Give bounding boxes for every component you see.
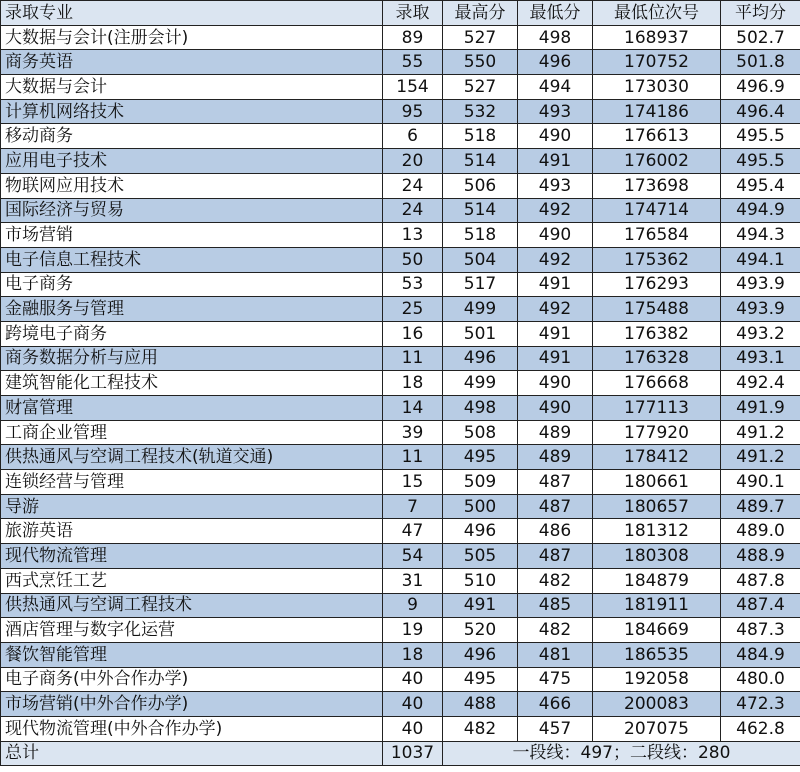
avg-score-cell: 472.3 [721,692,800,717]
table-row [1,99,800,124]
major-cell: 供热通风与空调工程技术 [1,593,383,618]
major-cell: 导游 [1,494,383,519]
major-cell: 市场营销(中外合作办学) [1,692,383,717]
avg-score-cell: 495.5 [721,149,800,174]
major-cell: 国际经济与贸易 [1,198,383,223]
count-cell: 9 [383,593,443,618]
table-row [1,297,800,322]
min-score-cell: 498 [518,25,593,50]
min-rank-cell: 170752 [593,50,721,75]
max-score-cell: 504 [443,247,518,272]
header-major: 录取专业 [1,1,383,26]
min-rank-cell: 181911 [593,593,721,618]
table-row [1,642,800,667]
count-cell: 18 [383,371,443,396]
table-row [1,371,800,396]
table-row [1,75,800,100]
min-score-cell: 490 [518,223,593,248]
major-cell: 现代物流管理(中外合作办学) [1,716,383,741]
max-score-cell: 518 [443,124,518,149]
avg-score-cell: 487.8 [721,568,800,593]
avg-score-cell: 493.2 [721,321,800,346]
major-cell: 工商企业管理 [1,420,383,445]
min-score-cell: 457 [518,716,593,741]
table-body [1,25,800,741]
max-score-cell: 506 [443,173,518,198]
min-score-cell: 494 [518,75,593,100]
max-score-cell: 505 [443,544,518,569]
count-cell: 25 [383,297,443,322]
max-score-cell: 482 [443,716,518,741]
count-cell: 47 [383,519,443,544]
count-cell: 40 [383,716,443,741]
min-rank-cell: 180657 [593,494,721,519]
header-min-score: 最低分 [518,1,593,26]
major-cell: 应用电子技术 [1,149,383,174]
major-cell: 现代物流管理 [1,544,383,569]
min-rank-cell: 184879 [593,568,721,593]
count-cell: 16 [383,321,443,346]
count-cell: 14 [383,396,443,421]
count-cell: 53 [383,272,443,297]
table-row [1,544,800,569]
header-row [1,1,800,26]
avg-score-cell: 501.8 [721,50,800,75]
table-row [1,272,800,297]
max-score-cell: 496 [443,346,518,371]
avg-score-cell: 484.9 [721,642,800,667]
min-rank-cell: 186535 [593,642,721,667]
max-score-cell: 495 [443,445,518,470]
max-score-cell: 496 [443,519,518,544]
min-score-cell: 496 [518,50,593,75]
count-cell: 13 [383,223,443,248]
min-score-cell: 489 [518,420,593,445]
table-row [1,247,800,272]
table-row [1,667,800,692]
count-cell: 39 [383,420,443,445]
max-score-cell: 520 [443,618,518,643]
min-score-cell: 486 [518,519,593,544]
min-score-cell: 493 [518,99,593,124]
max-score-cell: 527 [443,25,518,50]
min-rank-cell: 175488 [593,297,721,322]
max-score-cell: 517 [443,272,518,297]
major-cell: 商务英语 [1,50,383,75]
min-score-cell: 492 [518,198,593,223]
major-cell: 餐饮智能管理 [1,642,383,667]
min-score-cell: 489 [518,445,593,470]
avg-score-cell: 488.9 [721,544,800,569]
max-score-cell: 514 [443,149,518,174]
table-row [1,420,800,445]
max-score-cell: 495 [443,667,518,692]
min-rank-cell: 174186 [593,99,721,124]
avg-score-cell: 495.4 [721,173,800,198]
min-score-cell: 475 [518,667,593,692]
min-rank-cell: 178412 [593,445,721,470]
min-score-cell: 482 [518,568,593,593]
count-cell: 15 [383,470,443,495]
major-cell: 物联网应用技术 [1,173,383,198]
min-rank-cell: 168937 [593,25,721,50]
avg-score-cell: 491.2 [721,420,800,445]
max-score-cell: 518 [443,223,518,248]
avg-score-cell: 492.4 [721,371,800,396]
table-row [1,593,800,618]
major-cell: 电子商务 [1,272,383,297]
max-score-cell: 501 [443,321,518,346]
table-row [1,716,800,741]
table-row [1,445,800,470]
avg-score-cell: 496.4 [721,99,800,124]
header-min-rank: 最低位次号 [593,1,721,26]
avg-score-cell: 493.9 [721,272,800,297]
avg-score-cell: 487.3 [721,618,800,643]
min-rank-cell: 192058 [593,667,721,692]
min-rank-cell: 176328 [593,346,721,371]
score-line-note: 一段线：497；二段线：280 [443,741,800,766]
min-rank-cell: 180661 [593,470,721,495]
avg-score-cell: 480.0 [721,667,800,692]
min-rank-cell: 177920 [593,420,721,445]
min-score-cell: 487 [518,544,593,569]
major-cell: 酒店管理与数字化运营 [1,618,383,643]
min-rank-cell: 175362 [593,247,721,272]
major-cell: 跨境电子商务 [1,321,383,346]
header-avg-score: 平均分 [721,1,800,26]
min-rank-cell: 184669 [593,618,721,643]
max-score-cell: 499 [443,371,518,396]
min-rank-cell: 180308 [593,544,721,569]
major-cell: 电子信息工程技术 [1,247,383,272]
min-rank-cell: 176382 [593,321,721,346]
max-score-cell: 496 [443,642,518,667]
count-cell: 11 [383,346,443,371]
min-rank-cell: 174714 [593,198,721,223]
avg-score-cell: 494.3 [721,223,800,248]
count-cell: 31 [383,568,443,593]
major-cell: 西式烹饪工艺 [1,568,383,593]
avg-score-cell: 491.2 [721,445,800,470]
count-cell: 24 [383,173,443,198]
table-row [1,470,800,495]
total-row [1,741,800,766]
min-score-cell: 491 [518,149,593,174]
count-cell: 6 [383,124,443,149]
avg-score-cell: 495.5 [721,124,800,149]
min-score-cell: 481 [518,642,593,667]
table-row [1,568,800,593]
max-score-cell: 491 [443,593,518,618]
max-score-cell: 499 [443,297,518,322]
min-score-cell: 482 [518,618,593,643]
min-score-cell: 493 [518,173,593,198]
major-cell: 旅游英语 [1,519,383,544]
min-score-cell: 491 [518,272,593,297]
avg-score-cell: 491.9 [721,396,800,421]
min-score-cell: 492 [518,247,593,272]
table-row [1,346,800,371]
count-cell: 24 [383,198,443,223]
min-score-cell: 490 [518,124,593,149]
min-score-cell: 490 [518,396,593,421]
major-cell: 计算机网络技术 [1,99,383,124]
min-rank-cell: 207075 [593,716,721,741]
avg-score-cell: 502.7 [721,25,800,50]
min-score-cell: 490 [518,371,593,396]
count-cell: 50 [383,247,443,272]
min-rank-cell: 173030 [593,75,721,100]
major-cell: 移动商务 [1,124,383,149]
max-score-cell: 488 [443,692,518,717]
count-cell: 18 [383,642,443,667]
table-row [1,223,800,248]
table-row [1,494,800,519]
count-cell: 7 [383,494,443,519]
table-row [1,519,800,544]
avg-score-cell: 494.1 [721,247,800,272]
total-label: 总计 [1,741,383,766]
min-rank-cell: 200083 [593,692,721,717]
count-cell: 11 [383,445,443,470]
count-cell: 95 [383,99,443,124]
avg-score-cell: 490.1 [721,470,800,495]
count-cell: 54 [383,544,443,569]
min-score-cell: 487 [518,494,593,519]
min-rank-cell: 181312 [593,519,721,544]
min-score-cell: 466 [518,692,593,717]
count-cell: 20 [383,149,443,174]
min-score-cell: 491 [518,346,593,371]
min-rank-cell: 176002 [593,149,721,174]
max-score-cell: 509 [443,470,518,495]
header-count: 录取 [383,1,443,26]
table-row [1,198,800,223]
major-cell: 大数据与会计(注册会计) [1,25,383,50]
min-rank-cell: 177113 [593,396,721,421]
count-cell: 40 [383,692,443,717]
max-score-cell: 527 [443,75,518,100]
min-rank-cell: 173698 [593,173,721,198]
major-cell: 连锁经营与管理 [1,470,383,495]
min-rank-cell: 176293 [593,272,721,297]
min-rank-cell: 176668 [593,371,721,396]
table-row [1,321,800,346]
major-cell: 供热通风与空调工程技术(轨道交通) [1,445,383,470]
count-cell: 154 [383,75,443,100]
table-row [1,25,800,50]
table-row [1,692,800,717]
avg-score-cell: 494.9 [721,198,800,223]
max-score-cell: 498 [443,396,518,421]
major-cell: 电子商务(中外合作办学) [1,667,383,692]
min-score-cell: 491 [518,321,593,346]
max-score-cell: 510 [443,568,518,593]
avg-score-cell: 496.9 [721,75,800,100]
major-cell: 大数据与会计 [1,75,383,100]
table-row [1,50,800,75]
max-score-cell: 500 [443,494,518,519]
table-row [1,396,800,421]
min-rank-cell: 176584 [593,223,721,248]
min-score-cell: 485 [518,593,593,618]
avg-score-cell: 462.8 [721,716,800,741]
table-row [1,618,800,643]
max-score-cell: 532 [443,99,518,124]
avg-score-cell: 493.9 [721,297,800,322]
avg-score-cell: 489.7 [721,494,800,519]
major-cell: 商务数据分析与应用 [1,346,383,371]
count-cell: 55 [383,50,443,75]
min-rank-cell: 176613 [593,124,721,149]
max-score-cell: 550 [443,50,518,75]
max-score-cell: 508 [443,420,518,445]
count-cell: 19 [383,618,443,643]
avg-score-cell: 489.0 [721,519,800,544]
avg-score-cell: 487.4 [721,593,800,618]
avg-score-cell: 493.1 [721,346,800,371]
major-cell: 市场营销 [1,223,383,248]
count-cell: 89 [383,25,443,50]
major-cell: 金融服务与管理 [1,297,383,322]
major-cell: 财富管理 [1,396,383,421]
count-cell: 40 [383,667,443,692]
table-row [1,124,800,149]
total-count: 1037 [383,741,443,766]
min-score-cell: 487 [518,470,593,495]
major-cell: 建筑智能化工程技术 [1,371,383,396]
table-row [1,173,800,198]
header-max-score: 最高分 [443,1,518,26]
min-score-cell: 492 [518,297,593,322]
max-score-cell: 514 [443,198,518,223]
table-row [1,149,800,174]
